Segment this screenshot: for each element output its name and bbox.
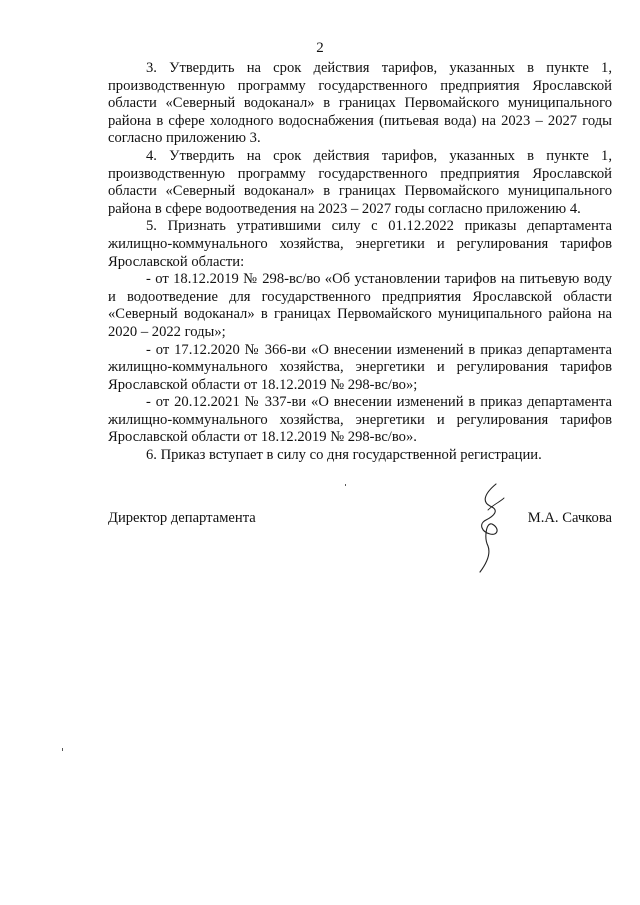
document-body [108,60,612,465]
list-item-repealed-order-2: - от 17.12.2020 № 366-ви «О внесении изменений в приказ департамента жилищно-коммунального хозяйства, энергетики и регулирования тарифов Ярославской области от 18.12.2019 № 298-вс/во»; [108,341,612,393]
handwritten-signature [474,480,514,580]
signatory-name: М.А. Сачкова [527,510,612,526]
paragraph-4: 4. Утвердить на срок действия тарифов, указанных в пункте 1, производственную программу государственного предприятия Ярославской области «Северный водоканал» в границах Первомайского муниципального района в сфере водоотведения на 2023 – 2027 годы согласно приложению 4. [108,147,612,217]
signatory-title: Директор департамента [108,510,256,526]
list-item-repealed-order-3: - от 20.12.2021 № 337-ви «О внесении изменений в приказ департамента жилищно-коммунального хозяйства, энергетики и регулирования тарифов Ярославской области от 18.12.2019 № 298-вс/во». [108,394,612,446]
list-item-repealed-order-1: - от 18.12.2019 № 298-вс/во «Об установлении тарифов на питьевую воду и водоотведение для государственного предприятия Ярославской области «Северный водоканал» в границах Первомайского муниципального района на 2020 – 2022 годы»; [108,271,612,340]
paragraph-3: 3. Утвердить на срок действия тарифов, указанных в пункте 1, производственную программу государственного предприятия Ярославской области «Северный водоканал» в границах Первомайского муниципального района в сфере холодного водоснабжения (питьевая вода) на 2023 – 2027 годы согласно приложению 3. [108,60,612,147]
scan-speck [345,484,346,486]
paragraph-5: 5. Признать утратившими силу с 01.12.2022 приказы департамента жилищно-коммунального хозяйства, энергетики и регулирования тарифов Ярославской области: [108,218,612,270]
page-number: 2 [316,40,324,56]
scan-speck [62,748,63,751]
signature-block [108,510,612,570]
paragraph-6: 6. Приказ вступает в силу со дня государственной регистрации. [146,447,542,464]
